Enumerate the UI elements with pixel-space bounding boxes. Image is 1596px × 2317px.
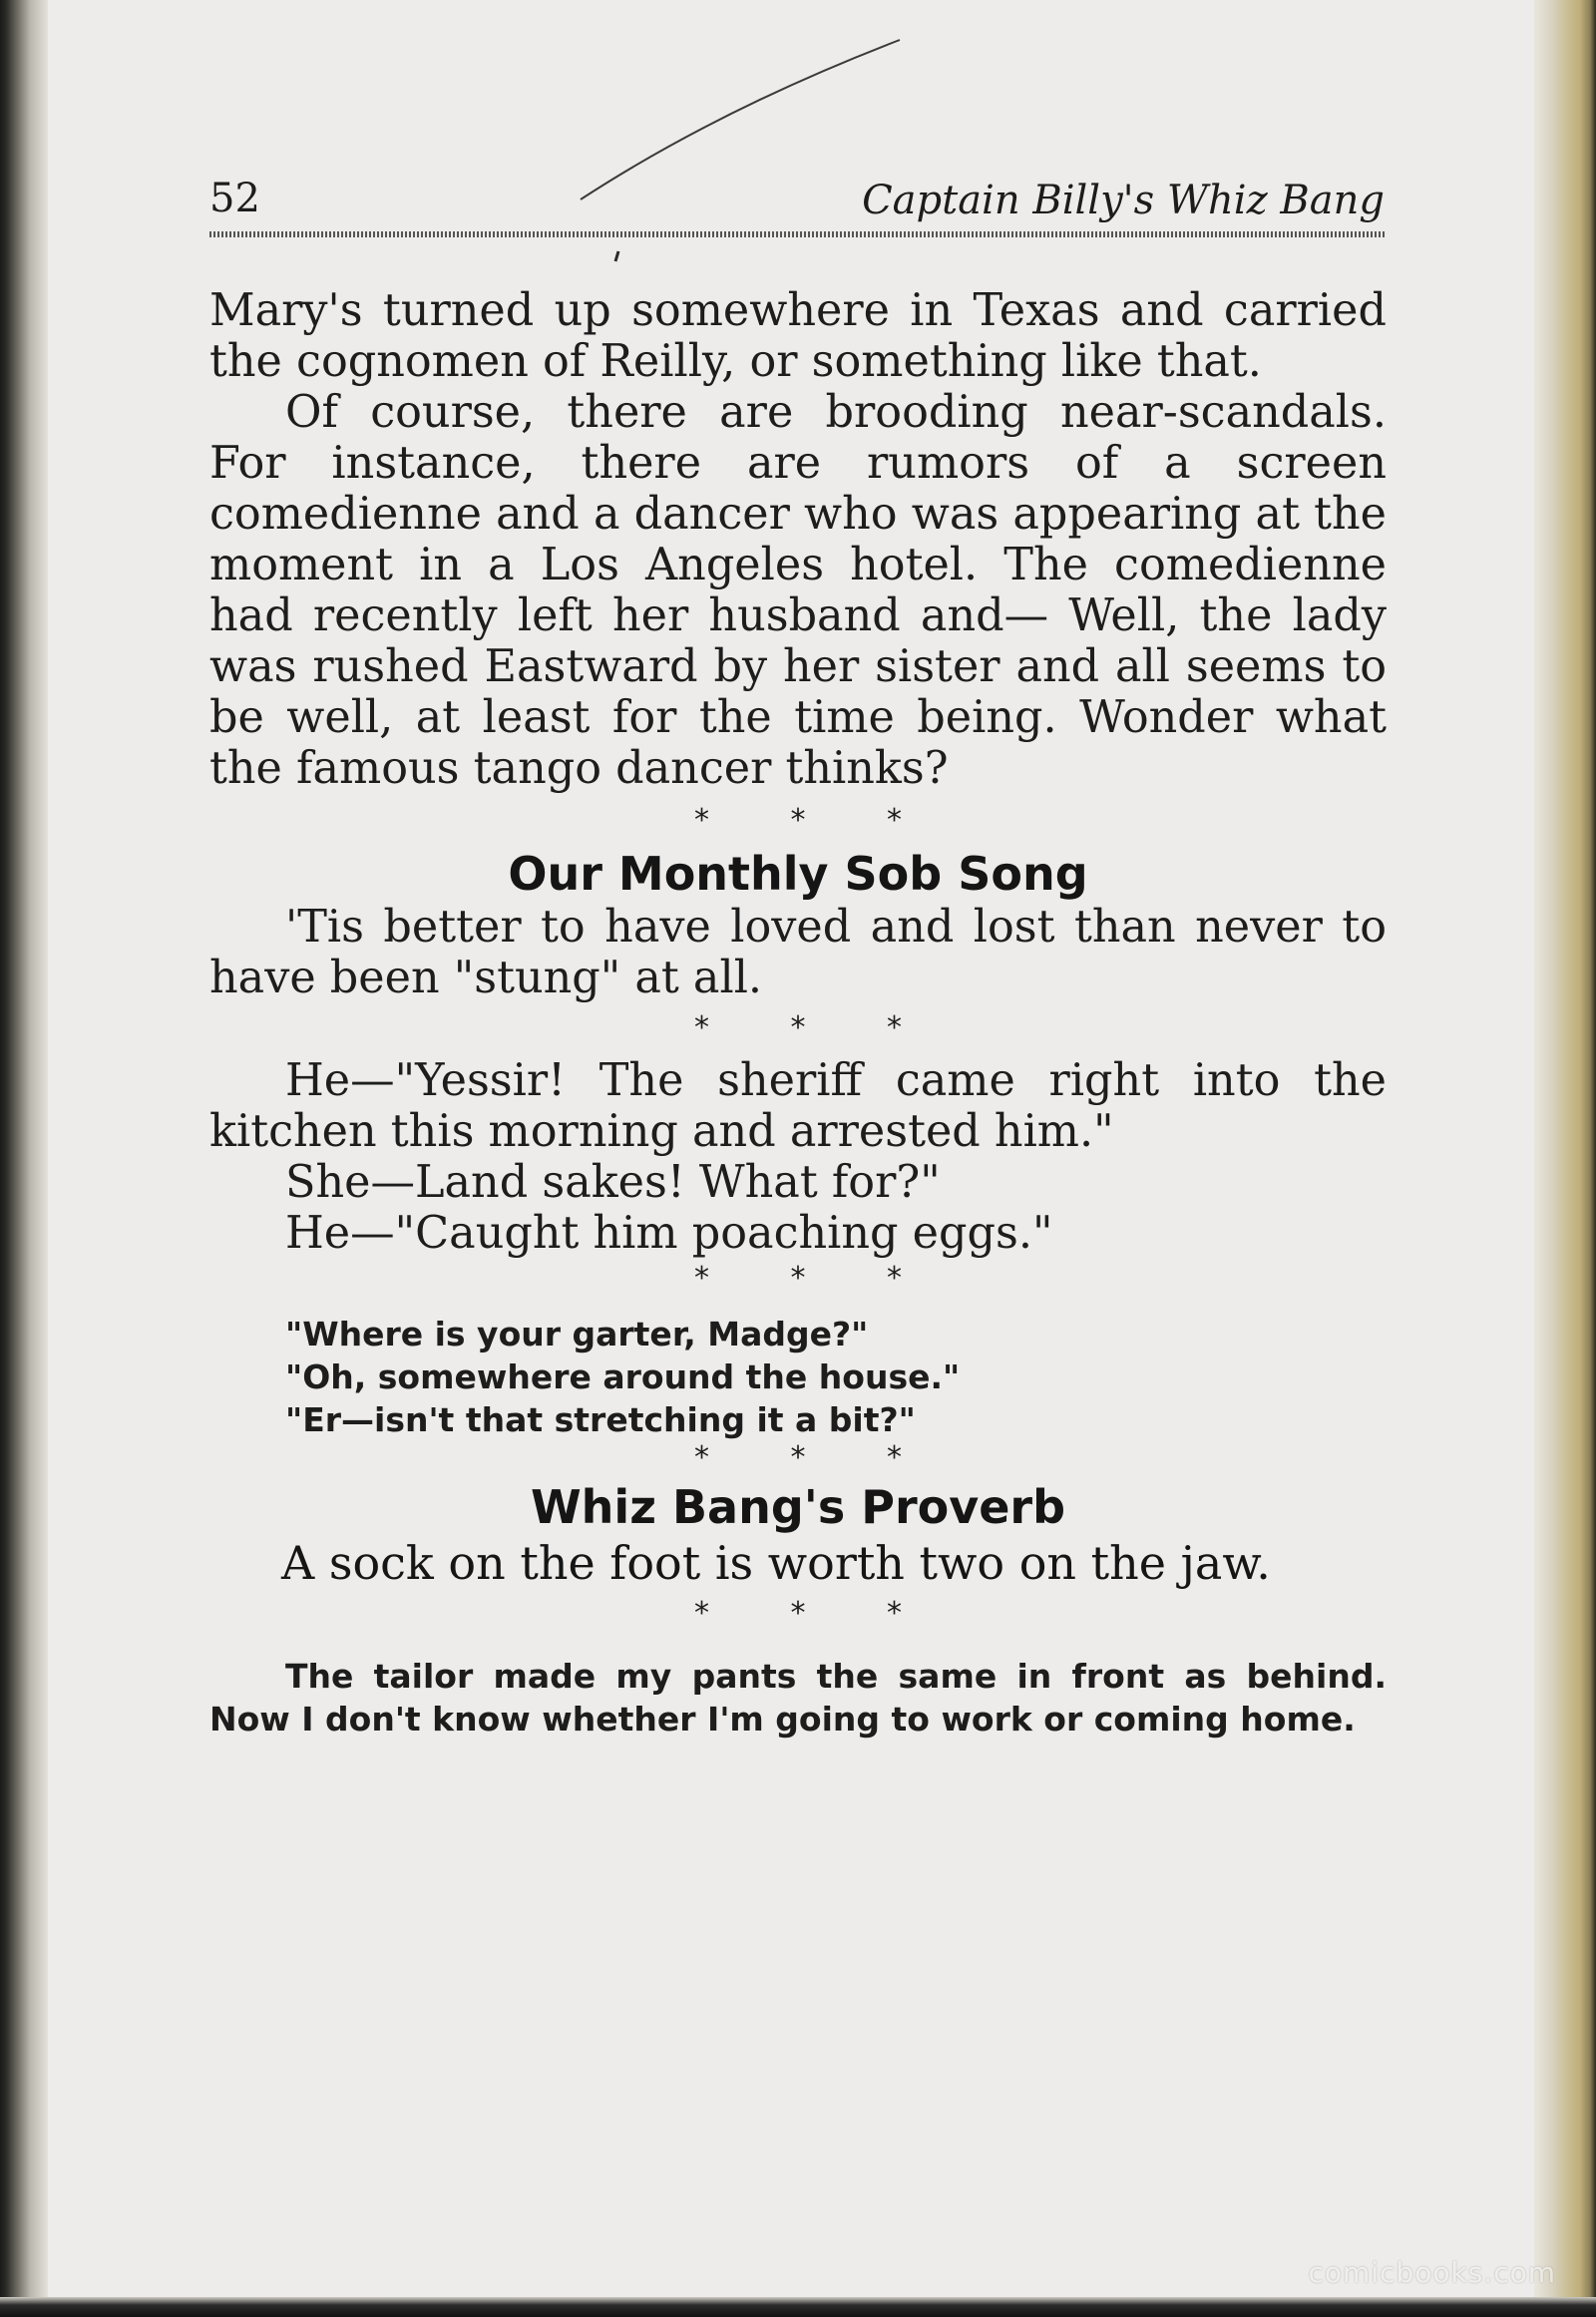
joke1-line2: She—Land sakes! What for?" (285, 1157, 941, 1208)
page-outer-edge (1534, 0, 1596, 2317)
page-binding-edge (0, 0, 48, 2317)
sob-song-heading: Our Monthly Sob Song (508, 847, 1088, 901)
joke1-line3: He—"Caught him poaching eggs." (285, 1208, 1053, 1259)
page-bottom-edge (0, 2297, 1596, 2317)
article-paragraph-1: Mary's turned up somewhere in Texas and carried the cognomen of Reilly, or something like that. (209, 285, 1387, 387)
proverb-text: A sock on the foot is worth two on the jaw. (281, 1536, 1271, 1590)
separator-5: * * * (693, 1596, 939, 1631)
joke3-text: The tailor made my pants the same in front as behind. Now I don't know whether I'm going to work or coming home. (209, 1657, 1387, 1738)
header-rule (209, 231, 1385, 237)
page-body (209, 285, 1387, 1740)
article-paragraph-2: Of course, there are brooding near-scandals. For instance, there are rumors of a screen comedienne and a dancer who was appearing at the moment in a Los Angeles hotel. The comedienne had recently left her husband and— Well, the lady was rushed Eastward by her sister and all seems to be well, at least for the time being. Wonder what the famous tango dancer thinks? (209, 387, 1387, 794)
separator-1: * * * (693, 803, 939, 838)
sob-song-text: 'Tis better to have loved and lost than never to have been "stung" at all. (209, 902, 1387, 1003)
joke1-line1: He—"Yessir! The sheriff came right into the kitchen this morning and arrested him." (209, 1055, 1387, 1157)
running-title: Captain Billy's Whiz Bang (862, 178, 1385, 223)
watermark: comicbooks.com (1308, 2256, 1556, 2289)
joke2-line3: "Er—isn't that stretching it a bit?" (285, 1400, 916, 1439)
pencil-stroke (0, 0, 1596, 299)
separator-3: * * * (693, 1261, 939, 1296)
joke2-line2: "Oh, somewhere around the house." (285, 1357, 961, 1396)
joke2-line1: "Where is your garter, Madge?" (285, 1315, 869, 1353)
separator-2: * * * (693, 1010, 939, 1045)
proverb-heading: Whiz Bang's Proverb (530, 1480, 1066, 1534)
running-header (209, 176, 1385, 225)
separator-4: * * * (693, 1440, 939, 1475)
page-number: 52 (209, 176, 260, 221)
